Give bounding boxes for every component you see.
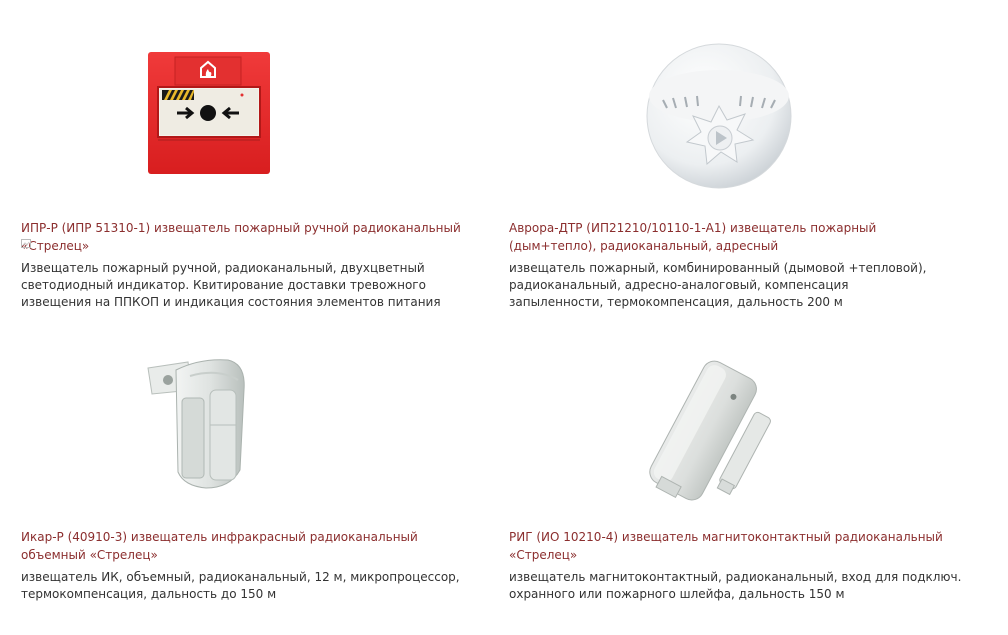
product-description: извещатель пожарный, комбинированный (дымовой +тепловой), радиоканальный, адресно-аналоговый, компенсация запыленности, термокомпенсация, дальность 200 м [509,261,927,309]
product-description: извещатель магнитоконтактный, радиоканальный, вход для подключ. охранного или пожарного шлейфа, дальность 150 м [509,570,962,601]
magnetic-contact-detector-image[interactable] [630,355,775,509]
manual-call-point-image[interactable] [147,51,271,179]
product-title[interactable]: ИПР-Р (ИПР 51310-1) извещатель пожарный ручной радиоканальный «Стрелец» [21,221,461,253]
product-title[interactable]: РИГ (ИО 10210-4) извещатель магнитоконтактный радиоканальный «Стрелец» [509,530,943,562]
product-title[interactable]: Икар-Р (40910-3) извещатель инфракрасный радиоканальный объемный «Стрелец» [21,530,418,562]
smoke-heat-detector-image[interactable] [641,38,797,198]
product-title[interactable]: Аврора-ДТР (ИП21210/10110-1-А1) извещатель пожарный (дым+тепло), радиоканальный, адресный [509,221,877,253]
broken-image-icon [21,239,31,248]
product-description: извещатель ИК, объемный, радиоканальный, 12 м, микропроцессор, термокомпенсация, дальность до 150 м [21,570,460,601]
pir-detector-image[interactable] [130,350,270,499]
product-description: Извещатель пожарный ручной, радиоканальный, двухцветный светодиодный индикатор. Квитирование доставки тревожного извещения на ППКОП и индикация состояния элементов питания [21,261,441,309]
